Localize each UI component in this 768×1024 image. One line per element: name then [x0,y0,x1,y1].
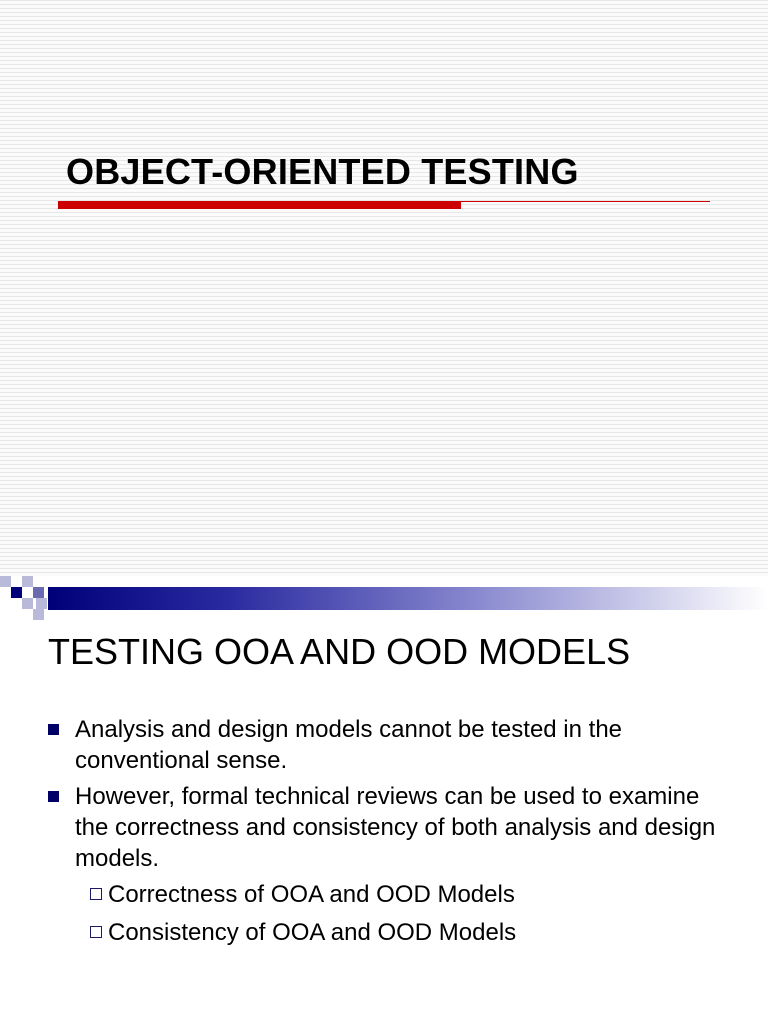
sub-bullet-text: Correctness of OOA and OOD Models [108,881,515,908]
sub-list-item [46,917,736,948]
hollow-square-bullet-icon [90,926,102,938]
slide-title: OBJECT-ORIENTED TESTING [66,151,579,192]
list-item [46,714,736,776]
decor-square [33,587,44,598]
list-item [46,781,736,874]
decor-square [0,576,11,587]
decor-square [22,598,33,609]
bullet-list [46,714,736,955]
bullet-text: However, formal technical reviews can be used to examine the correctness and consistency of both analysis and design models. [75,783,716,872]
decor-square [36,598,47,609]
square-bullet-icon [48,724,59,735]
header-gradient-band [48,587,768,610]
decor-square [11,587,22,598]
sub-bullet-text: Consistency of OOA and OOD Models [108,919,517,946]
title-underline-thin [461,201,710,202]
title-underline-thick [58,201,461,209]
content-slide [0,576,768,1024]
hollow-square-bullet-icon [90,888,102,900]
sub-list-item [46,879,736,910]
decor-square [22,576,33,587]
slide-title: TESTING OOA AND OOD MODELS [48,631,631,672]
decor-square [33,609,44,620]
square-bullet-icon [48,791,59,802]
bullet-text: Analysis and design models cannot be tested in the conventional sense. [75,716,623,774]
